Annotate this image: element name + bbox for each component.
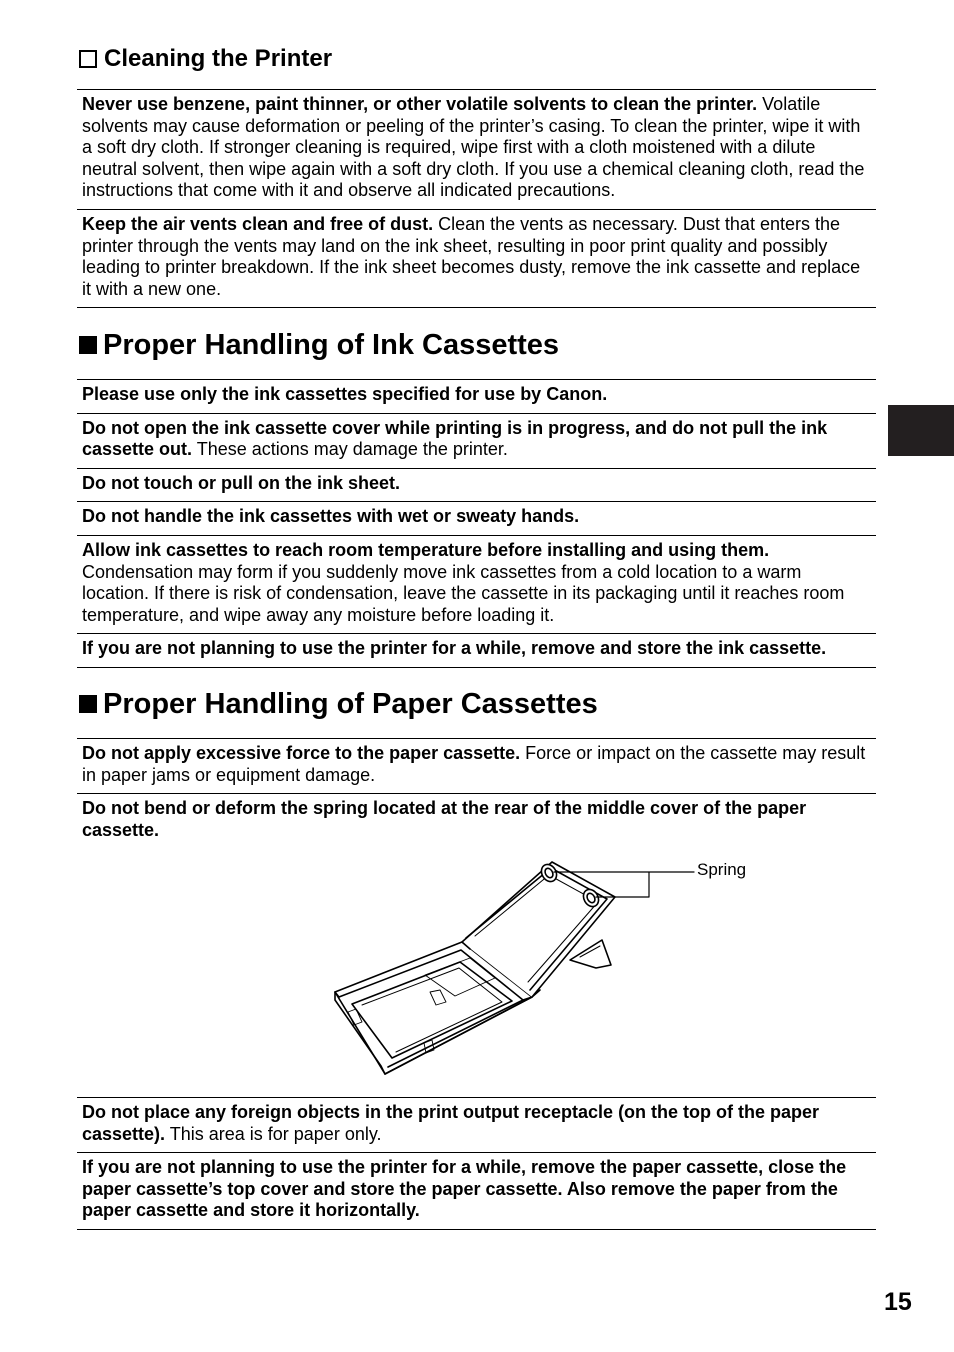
cleaning-heading [79,44,332,74]
table-row [77,1098,876,1153]
cleaning-table [77,89,876,308]
paper-heading [79,686,598,722]
table-row [77,634,876,668]
row-text: These actions may damage the printer. [192,439,508,460]
row-bold-text: Keep the air vents clean and free of dust. [82,213,434,234]
table-row [77,414,876,469]
row-bold-text: Do not apply excessive force to the paper cassette. [82,743,521,763]
solid-square-icon [79,336,97,354]
table-row [77,210,876,308]
row-bold-text: Do not bend or deform the spring located at the rear of the middle cover of the paper cassette. [82,798,807,840]
open-square-icon [79,50,97,68]
row-text: Clean the vents as necessary. Dust that enters the printer through the vents may land on the ink sheet, resulting in poor print quality and possibly leading to printer breakdown. If the ink sheet becomes dusty, remove the ink cassette and replace it with a new one. [82,213,861,299]
table-row [77,1153,876,1230]
ink-table [77,379,876,668]
ink-heading-text: Proper Handling of Ink Cassettes [103,329,560,361]
row-bold-text: Do not touch or pull on the ink sheet. [82,472,400,493]
table-row [77,536,876,634]
row-bold-text: Do not place any foreign objects in the print output receptacle (on the top of the paper cassette). [82,1102,820,1144]
row-bold-text: Please use only the ink cassettes specified for use by Canon. [82,384,608,404]
chapter-thumb-tab [888,405,954,456]
row-text: Force or impact on the cassette may result in paper jams or equipment damage. [82,743,866,785]
row-bold-text: If you are not planning to use the printer for a while, remove the paper cassette, close the paper cassette’s top cover and store the paper cassette. Also remove the paper from the paper cassette and store it horizontally. [82,1157,847,1221]
row-text: Volatile solvents may cause deformation or peeling of the printer’s casing. To clean the printer, wipe it with a soft dry cloth. If stronger cleaning is required, wipe first with a cloth moistened with a dilute neutral solvent, then wipe again with a soft dry cloth. If you use a chemical cleaning cloth, read the instructions that come with it and observe all indicated precautions. [82,94,865,201]
table-row [77,469,876,503]
table-row [77,90,876,210]
row-bold-text: Allow ink cassettes to reach room temperature before installing and using them. [82,539,770,560]
paper-table-bottom [77,1097,876,1230]
row-text: Condensation may form if you suddenly move ink cassettes from a cold location to a warm location. If there is risk of condensation, leave the cassette in its packaging until it reaches room temperature, and wipe away any moisture before loading it. [82,561,845,625]
table-row [77,502,876,536]
row-bold-text: Do not handle the ink cassettes with wet or sweaty hands. [82,506,580,527]
table-row [77,739,876,794]
spring-label: Spring [697,860,747,879]
page-number: 15 [884,1288,912,1316]
table-row [77,380,876,414]
paper-cassette-illustration [330,852,760,1084]
solid-square-icon [79,695,97,713]
paper-heading-text: Proper Handling of Paper Cassettes [103,688,598,720]
ink-heading [79,327,559,363]
row-bold-text: Do not open the ink cassette cover while printing is in progress, and do not pull the ink cassette out. [82,417,828,460]
cleaning-heading-text: Cleaning the Printer [104,45,333,72]
row-text: This area is for paper only. [165,1123,382,1144]
row-bold-text: If you are not planning to use the printer for a while, remove and store the ink cassette. [82,638,827,659]
row-bold-text: Never use benzene, paint thinner, or other volatile solvents to clean the printer. [82,94,758,114]
